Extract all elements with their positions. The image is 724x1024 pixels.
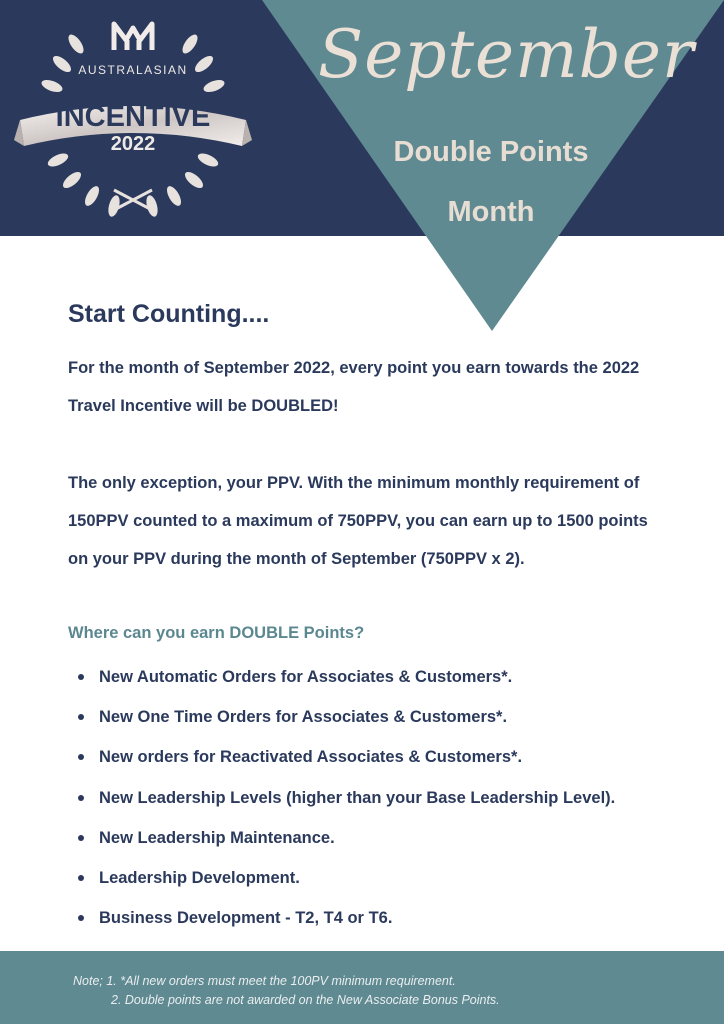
bullet-icon [78,795,84,801]
bullet-icon [78,915,84,921]
list-item-text: New Leadership Maintenance. [99,828,335,847]
doubled-emphasis: DOUBLED! [251,397,339,415]
list-item [78,657,615,697]
list-item [78,818,615,858]
logo-year: 2022 [110,133,156,155]
ppv-exception-paragraph: The only exception, your PPV. With the minimum monthly requirement of 150PPV counted to a maximum of 750PPV, you can earn up to 1500 points on your PPV during the month of September (750PPV x 2). [68,474,648,568]
list-item [78,737,615,777]
earn-question-prefix: Where can you earn [68,624,225,642]
section-heading: Start Counting.... [68,300,270,328]
month-title: September [318,16,695,93]
logo-brand-top: AUSTRALASIAN [78,63,188,77]
list-item-text: New orders for Reactivated Associates & Customers*. [99,748,523,767]
subtitle-line-2: Month [447,196,535,228]
list-item-text: New Leadership Levels (higher than your Base Leadership Level). [99,788,616,807]
list-item [78,858,615,898]
intro-paragraph [68,349,668,425]
incentive-logo [14,10,252,220]
list-item [78,697,615,737]
list-item [78,778,615,818]
subtitle-line-1: Double Points [393,136,589,168]
footer-note-1: Note; 1. *All new orders must meet the 100PV minimum requirement. [73,974,456,988]
earn-question-suffix: Points? [303,624,365,642]
earn-question-emphasis: DOUBLE [229,624,300,642]
laurel-stem-icon [114,190,152,210]
footer-note-2: 2. Double points are not awarded on the New Associate Bonus Points. [111,993,500,1007]
list-item-text: New One Time Orders for Associates & Customers*. [99,708,508,727]
earn-list [78,657,615,938]
bullet-icon [78,714,84,720]
list-item-text: New Automatic Orders for Associates & Customers*. [99,668,513,687]
bullet-icon [78,674,84,680]
monogram-icon [114,24,152,50]
earn-question [68,624,364,643]
bullet-icon [78,875,84,881]
list-item-text: Business Development - T2, T4 or T6. [99,909,393,928]
bullet-icon [78,754,84,760]
list-item-text: Leadership Development. [99,869,300,888]
logo-brand-main: INCENTIVE [55,101,211,133]
bullet-icon [78,835,84,841]
intro-paragraph-text: For the month of September 2022, every point you earn towards the 2022 Travel Incentive will be [68,359,640,415]
list-item [78,898,615,938]
